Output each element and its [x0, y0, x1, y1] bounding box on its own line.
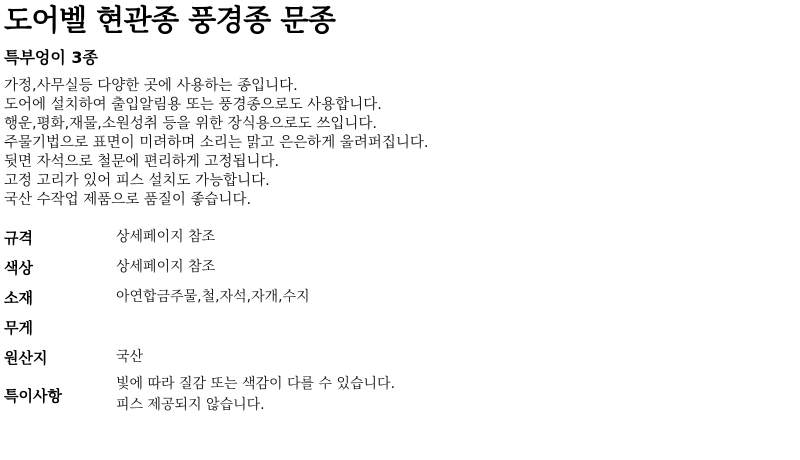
spec-value-line: 국산: [116, 348, 144, 365]
spec-value: [116, 312, 704, 342]
spec-label: 규격: [4, 228, 33, 247]
spec-value: [116, 282, 704, 312]
spec-label: 무게: [4, 318, 33, 337]
table-row: [4, 312, 704, 342]
spec-value-line: 상세페이지 참조: [116, 258, 216, 275]
spec-value-line: 상세페이지 참조: [116, 228, 216, 245]
table-row: [4, 342, 704, 372]
description-block: [4, 77, 800, 210]
spec-value: [116, 252, 704, 282]
spec-value-line: 아연합금주물,철,자석,자개,수지: [116, 288, 310, 305]
spec-label: 소재: [4, 288, 33, 307]
table-row: [4, 222, 704, 252]
spec-label: 원산지: [4, 348, 48, 367]
description-line: 주물기법으로 표면이 미려하며 소리는 맑고 은은하게 울려퍼집니다.: [4, 135, 429, 151]
page-title: 도어벨 현관종 풍경종 문종: [4, 3, 336, 37]
description-line: 가정,사무실등 다양한 곳에 사용하는 종입니다.: [4, 78, 298, 94]
spec-value-line: 피스 제공되지 않습니다.: [116, 397, 265, 413]
description-line: 행운,평화,재물,소원성취 등을 위한 장식용으로도 쓰입니다.: [4, 116, 378, 132]
description-line: 고정 고리가 있어 피스 설치도 가능합니다.: [4, 173, 270, 189]
table-row: [4, 282, 704, 312]
spec-value: [116, 222, 704, 252]
table-row: [4, 252, 704, 282]
spec-label: 색상: [4, 258, 33, 277]
spec-label: 특이사항: [4, 386, 62, 405]
specification-table: [4, 222, 704, 418]
spec-value-line: 빛에 따라 질감 또는 색감이 다를 수 있습니다.: [116, 376, 396, 392]
product-info-page: [0, 3, 800, 460]
spec-value: [116, 372, 704, 418]
description-line: 국산 수작업 제품으로 품질이 좋습니다.: [4, 192, 252, 208]
description-line: 도어에 설치하여 출입알림용 또는 풍경종으로도 사용합니다.: [4, 97, 382, 113]
page-subtitle: 특부엉이 3종: [4, 48, 98, 67]
table-row: [4, 372, 704, 418]
description-line: 뒷면 자석으로 철문에 편리하게 고정됩니다.: [4, 154, 280, 170]
spec-value: [116, 342, 704, 372]
